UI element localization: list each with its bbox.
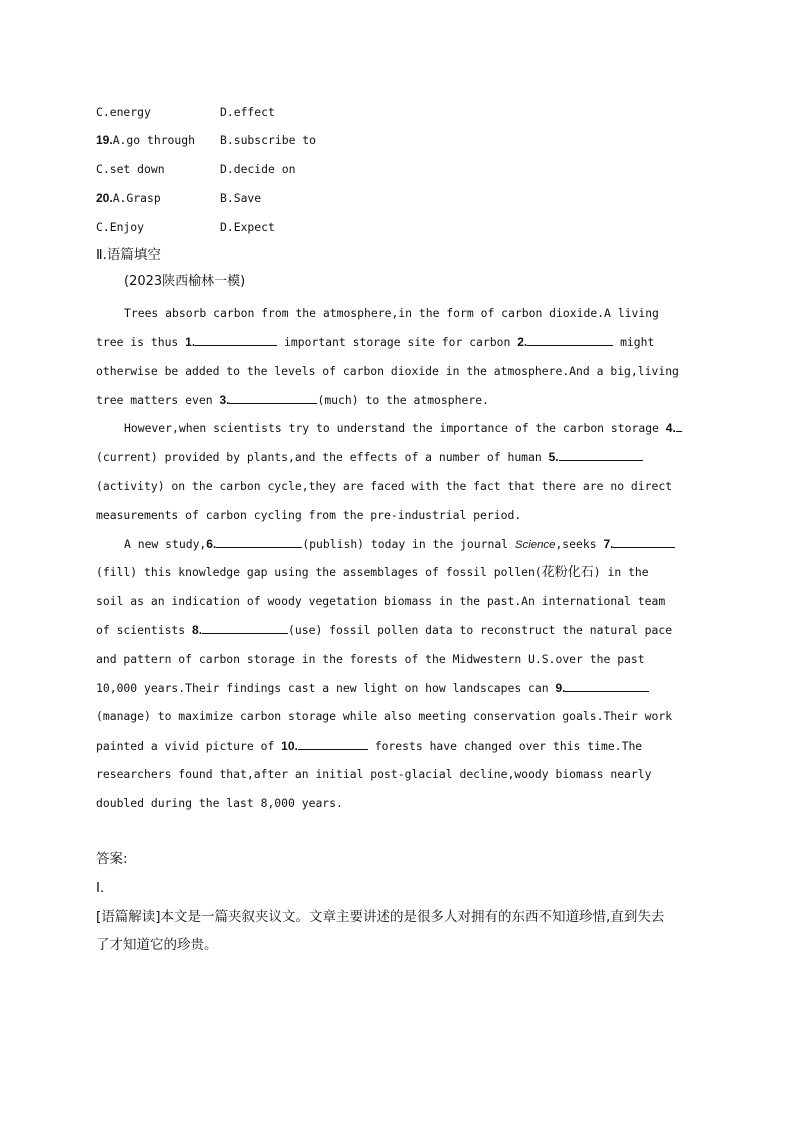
- passage-line: soil as an indication of woody vegetation biomass in the past.An international team: [96, 594, 666, 608]
- blank-number: 9.: [555, 681, 566, 695]
- source-note: (2023陕西榆林一模): [124, 274, 246, 289]
- passage-line: painted a vivid picture of 10. forests have changed over this time.The: [96, 739, 643, 753]
- option-b: B.subscribe to: [220, 133, 317, 147]
- passage-line: and pattern of carbon storage in the forests of the Midwestern U.S.over the past: [96, 652, 645, 666]
- reading-note: [语篇解读]本文是一篇夹叙夹议文。文章主要讲述的是很多人对拥有的东西不知道珍惜,直到失去: [96, 909, 665, 925]
- answer-blank[interactable]: [298, 739, 368, 750]
- passage-line: doubled during the last 8,000 years.: [96, 796, 343, 810]
- blank-number: 10.: [281, 739, 298, 753]
- answer-blank[interactable]: [527, 335, 613, 346]
- answer-blank[interactable]: [559, 450, 643, 461]
- answers-label: 答案:: [96, 851, 128, 867]
- blank-number: 6.: [206, 537, 217, 551]
- option-b: B.Save: [220, 191, 262, 205]
- passage-line: researchers found that,after an initial post-glacial decline,woody biomass nearly: [96, 767, 652, 781]
- passage-line: (current) provided by plants,and the effects of a number of human 5.: [96, 449, 643, 465]
- blank-number: 8.: [192, 623, 203, 637]
- option-line: 19.A.go through: [96, 133, 195, 147]
- option-line: C.Enjoy: [96, 220, 145, 234]
- option-line: C.set down: [96, 162, 165, 176]
- passage-line: (manage) to maximize carbon storage while also meeting conservation goals.Their work: [96, 709, 673, 723]
- option-d: D.effect: [220, 105, 275, 119]
- passage-line: tree matters even 3. (much) to the atmosphere.: [96, 393, 489, 407]
- passage-line: 10,000 years.Their findings cast a new light on how landscapes can 9.: [96, 680, 649, 696]
- passage-line: (fill) this knowledge gap using the assemblages of fossil pollen(花粉化石) in the: [96, 565, 649, 580]
- option-line: 20.A.Grasp: [96, 191, 161, 205]
- answer-blank[interactable]: [202, 623, 288, 634]
- section-heading: Ⅱ.语篇填空: [96, 247, 161, 263]
- blank-number: 5.: [548, 450, 559, 464]
- blank-number: 7.: [603, 537, 614, 551]
- passage-line: However,when scientists try to understand the importance of the carbon storage 4.: [124, 420, 682, 436]
- answer-blank[interactable]: [229, 393, 317, 404]
- passage-line: (activity) on the carbon cycle,they are faced with the fact that there are no direct: [96, 479, 673, 493]
- answer-blank[interactable]: [613, 537, 675, 548]
- blank-number: 3.: [219, 393, 230, 407]
- question-number: 20.: [96, 191, 113, 205]
- passage-line: otherwise be added to the levels of carbon dioxide in the atmosphere.And a big,living: [96, 364, 679, 378]
- answer-blank[interactable]: [195, 335, 277, 346]
- option-d: D.Expect: [220, 220, 275, 234]
- blank-number: 2.: [517, 335, 528, 349]
- option-line: C.energy: [96, 105, 151, 119]
- answers-section: Ⅰ.: [96, 880, 105, 896]
- passage-line: of scientists 8. (use) fossil pollen data to reconstruct the natural pace: [96, 623, 673, 637]
- passage-line: tree is thus 1. important storage site for carbon 2. might: [96, 335, 655, 349]
- blank-number: 4.: [665, 421, 676, 435]
- option-d: D.decide on: [220, 162, 296, 176]
- passage-line: Trees absorb carbon from the atmosphere,in the form of carbon dioxide.A living: [124, 306, 659, 320]
- answer-blank[interactable]: [676, 421, 682, 432]
- answer-blank[interactable]: [216, 537, 302, 548]
- blank-number: 1.: [185, 335, 196, 349]
- passage-line: measurements of carbon cycling from the pre-industrial period.: [96, 508, 522, 522]
- question-number: 19.: [96, 133, 113, 147]
- reading-note: 了才知道它的珍贵。: [96, 937, 218, 953]
- passage-line: A new study,6. (publish) today in the journal Science,seeks 7.: [124, 536, 675, 553]
- answer-blank[interactable]: [565, 681, 649, 692]
